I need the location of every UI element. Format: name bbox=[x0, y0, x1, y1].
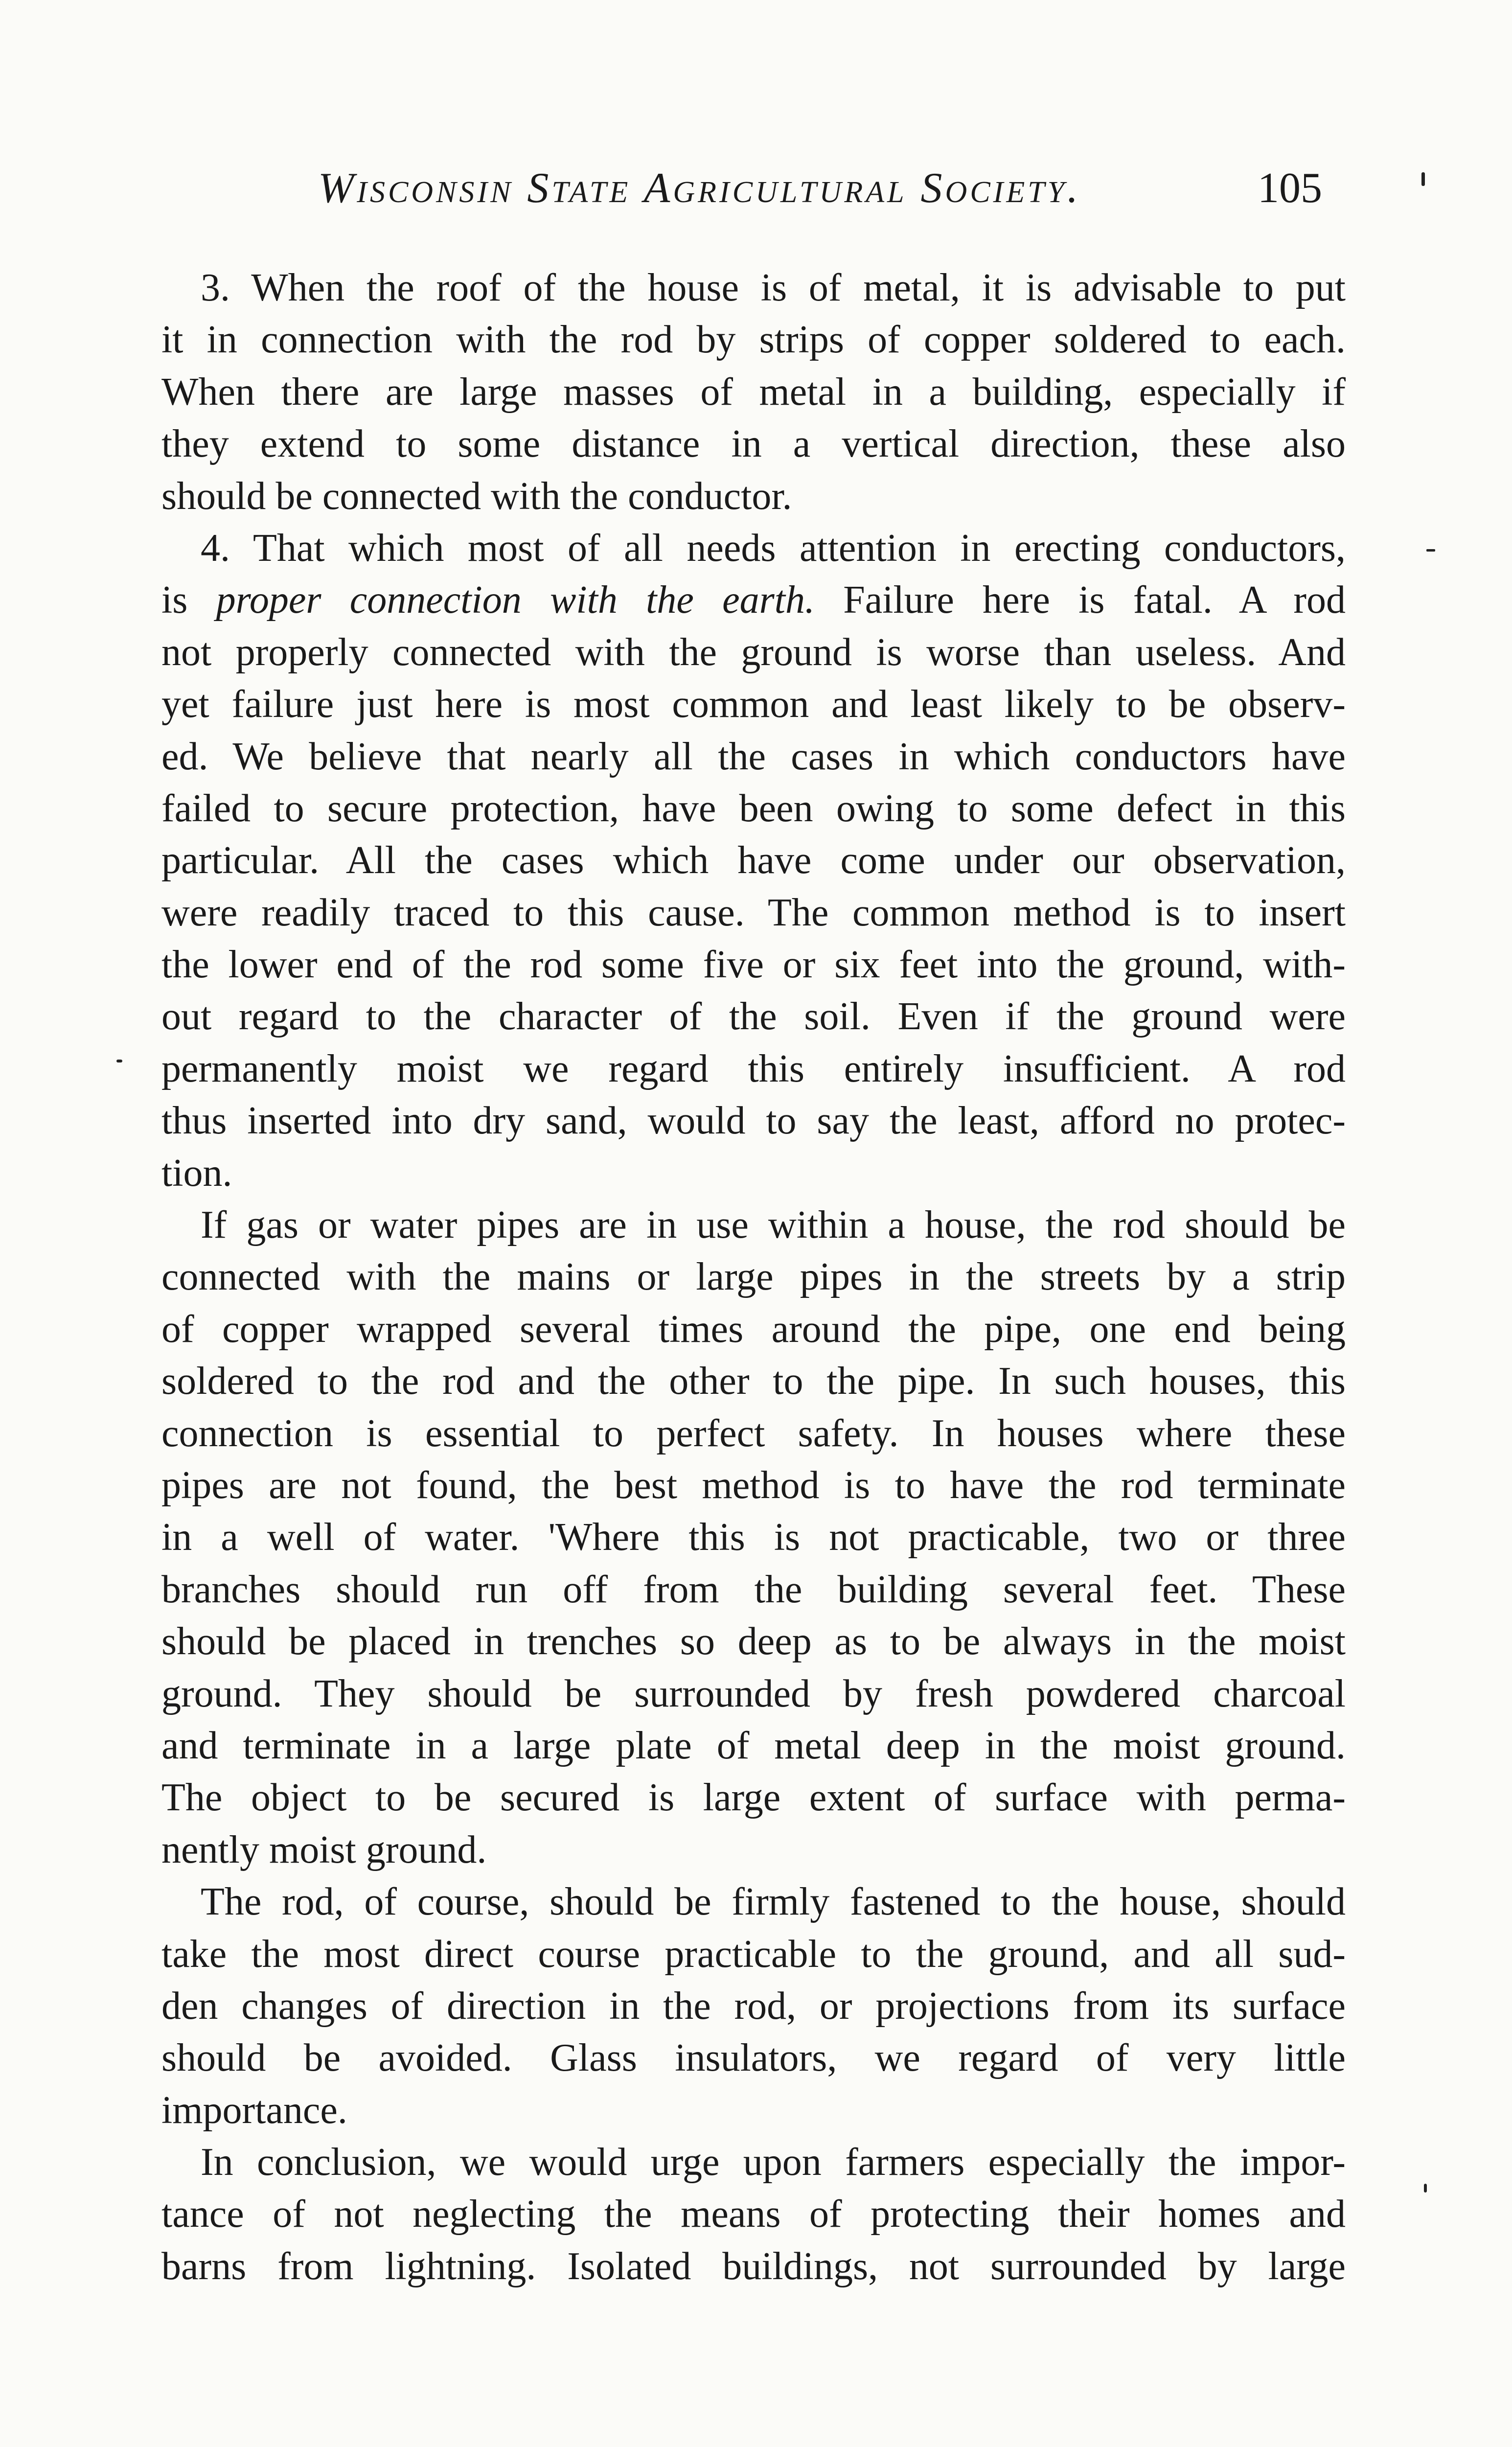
text-segment: The object to be secured is large extent of surface with perma- bbox=[161, 1776, 1346, 1820]
text-line bbox=[161, 731, 1346, 783]
text-line bbox=[161, 1303, 1346, 1355]
page-number: 105 bbox=[1258, 164, 1322, 212]
text-line bbox=[161, 1408, 1346, 1459]
text-segment: they extend to some distance in a vertical direction, these also bbox=[161, 422, 1346, 466]
text-segment: branches should run off from the building several feet. These bbox=[161, 1568, 1346, 1611]
text-line bbox=[161, 991, 1346, 1042]
page-header bbox=[166, 162, 1336, 215]
text-line bbox=[161, 678, 1346, 730]
text-segment: When there are large masses of metal in a building, especially if bbox=[161, 370, 1346, 414]
text-line bbox=[161, 783, 1346, 834]
text-line bbox=[161, 2240, 1346, 2292]
text-segment: 4. That which most of all needs attention in erecting conductors, bbox=[201, 526, 1346, 570]
text-segment: den changes of direction in the rod, or projections from its surface bbox=[161, 1984, 1346, 2028]
text-line bbox=[161, 2136, 1346, 2188]
text-line bbox=[161, 418, 1346, 470]
text-line bbox=[161, 262, 1346, 314]
text-line bbox=[161, 1043, 1346, 1095]
text-line bbox=[161, 1251, 1346, 1303]
text-segment: nently moist ground. bbox=[161, 1828, 487, 1871]
text-line bbox=[161, 470, 1346, 522]
text-line bbox=[161, 2032, 1346, 2084]
running-title: Wisconsin State Agricultural Society. bbox=[318, 164, 1081, 212]
text-segment: the lower end of the rod some five or six feet into the ground, with- bbox=[161, 943, 1346, 987]
text-line bbox=[161, 1772, 1346, 1824]
text-segment: thus inserted into dry sand, would to say the least, afford no protec- bbox=[161, 1099, 1346, 1143]
text-segment: barns from lightning. Isolated buildings, not surrounded by large bbox=[161, 2244, 1346, 2288]
text-line bbox=[161, 2084, 1346, 2136]
text-segment: soldered to the rod and the other to the pipe. In such houses, this bbox=[161, 1360, 1346, 1403]
ink-speck bbox=[1426, 549, 1435, 552]
text-segment: and terminate in a large plate of metal deep in the moist ground. bbox=[161, 1724, 1346, 1767]
text-segment: not properly connected with the ground is worse than useless. And bbox=[161, 630, 1346, 674]
text-segment: permanently moist we regard this entirely insufficient. A rod bbox=[161, 1047, 1346, 1090]
text-segment: in a well of water. 'Where this is not practicable, two or three bbox=[161, 1516, 1346, 1559]
text-segment: take the most direct course practicable to the ground, and all sud- bbox=[161, 1932, 1346, 1976]
text-line bbox=[161, 1980, 1346, 2032]
text-line bbox=[161, 574, 1346, 626]
text-segment: ground. They should be surrounded by fresh powdered charcoal bbox=[161, 1672, 1346, 1715]
text-line bbox=[161, 834, 1346, 886]
text-line bbox=[161, 887, 1346, 939]
text-line bbox=[161, 1564, 1346, 1616]
text-line bbox=[161, 1095, 1346, 1147]
text-line bbox=[161, 1511, 1346, 1563]
text-segment: should be connected with the conductor. bbox=[161, 474, 792, 518]
text-line bbox=[161, 939, 1346, 991]
text-line bbox=[161, 1824, 1346, 1876]
text-segment: pipes are not found, the best method is to have the rod terminate bbox=[161, 1463, 1346, 1507]
text-segment: If gas or water pipes are in use within a house, the rod should be bbox=[201, 1203, 1346, 1247]
text-line bbox=[161, 1355, 1346, 1407]
text-segment: yet failure just here is most common and least likely to be observ- bbox=[161, 683, 1346, 726]
text-segment: In conclusion, we would urge upon farmers especially the impor- bbox=[201, 2141, 1346, 2184]
text-segment: is bbox=[161, 578, 216, 622]
text-segment: particular. All the cases which have come under our observation, bbox=[161, 839, 1346, 882]
text-line bbox=[161, 314, 1346, 366]
text-line bbox=[161, 1147, 1346, 1199]
text-segment: out regard to the character of the soil. Even if the ground were bbox=[161, 995, 1346, 1039]
text-segment: The rod, of course, should be firmly fastened to the house, should bbox=[201, 1880, 1346, 1924]
ink-speck bbox=[1421, 172, 1425, 186]
text-line bbox=[161, 1876, 1346, 1928]
text-line bbox=[161, 2188, 1346, 2240]
text-line bbox=[161, 1668, 1346, 1720]
text-segment: failed to secure protection, have been owing to some defect in this bbox=[161, 786, 1346, 830]
text-line bbox=[161, 1720, 1346, 1772]
ink-speck bbox=[1424, 2184, 1427, 2193]
text-segment: it in connection with the rod by strips of copper soldered to each. bbox=[161, 318, 1346, 362]
text-segment: connected with the mains or large pipes in the streets by a strip bbox=[161, 1255, 1346, 1299]
text-segment: ed. We believe that nearly all the cases in which conductors have bbox=[161, 735, 1346, 778]
text-line bbox=[161, 1616, 1346, 1667]
text-segment: should be avoided. Glass insulators, we regard of very little bbox=[161, 2036, 1346, 2080]
text-line bbox=[161, 1199, 1346, 1251]
text-segment: importance. bbox=[161, 2088, 347, 2132]
body-text bbox=[161, 262, 1346, 2292]
italic-phrase: proper connection with the earth. bbox=[216, 578, 815, 622]
text-line bbox=[161, 626, 1346, 678]
text-segment: of copper wrapped several times around the pipe, one end being bbox=[161, 1307, 1346, 1351]
text-line bbox=[161, 522, 1346, 574]
ink-speck bbox=[116, 1060, 122, 1062]
text-segment: should be placed in trenches so deep as to be always in the moist bbox=[161, 1620, 1346, 1663]
text-segment: were readily traced to this cause. The common method is to insert bbox=[161, 891, 1346, 934]
text-segment: tance of not neglecting the means of protecting their homes and bbox=[161, 2193, 1346, 2236]
text-line bbox=[161, 366, 1346, 418]
text-segment: Failure here is fatal. A rod bbox=[815, 578, 1346, 622]
text-segment: tion. bbox=[161, 1151, 232, 1195]
text-line bbox=[161, 1928, 1346, 1980]
text-line bbox=[161, 1459, 1346, 1511]
text-segment: 3. When the roof of the house is of metal, it is advisable to put bbox=[201, 266, 1346, 309]
text-segment: connection is essential to perfect safety. In houses where these bbox=[161, 1411, 1346, 1455]
